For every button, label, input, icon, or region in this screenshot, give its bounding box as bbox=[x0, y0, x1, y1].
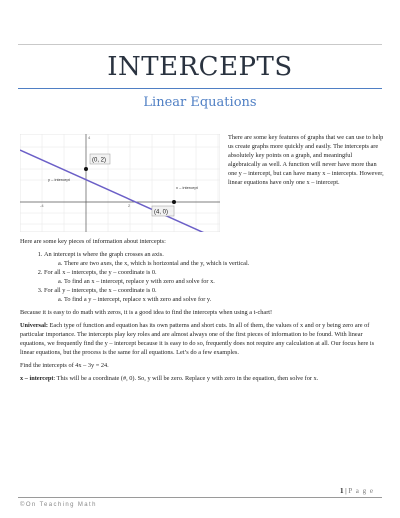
info-intro: Here are some key pieces of information about intercepts: bbox=[20, 238, 166, 245]
tick-x-pos: 2 bbox=[128, 203, 131, 208]
sub-list bbox=[44, 277, 382, 286]
intro-paragraph: There are some key features of graphs that we can use to help us create graphs more quickly and easily. The intercepts are absolutely key points on a graph, and meaningful algebraically as well. A function will never have more than one y – intercept, but can have many x – intercepts. However, linear equations have only one x – intercept. bbox=[228, 134, 384, 186]
x-intercept-heading: x – intercept bbox=[20, 375, 54, 382]
page-subtitle: Linear Equations bbox=[143, 95, 257, 110]
page-number: 1 bbox=[339, 487, 344, 495]
intercepts-graph bbox=[20, 134, 220, 232]
x-intercept-caption: x – intercept bbox=[176, 185, 198, 190]
x-intercept-coords: (4, 0) bbox=[154, 209, 169, 216]
sub-list-item: a. To find an x – intercept, replace y with zero and solve for x. bbox=[64, 277, 382, 286]
tick-y-top: 4 bbox=[88, 135, 91, 140]
list-item bbox=[44, 268, 382, 286]
page-number-footer bbox=[340, 487, 374, 495]
list-item bbox=[44, 250, 382, 268]
list-item-text: An intercept is where the graph crosses an axis. bbox=[44, 251, 164, 258]
footer-divider bbox=[18, 497, 382, 498]
universal-label: Universal: bbox=[20, 322, 48, 329]
y-intercept-caption: y – intercept bbox=[48, 177, 70, 182]
sub-list bbox=[44, 259, 382, 268]
intercept-facts-list bbox=[20, 250, 382, 304]
sub-list-item: a. There are two axes, the x, which is horizontal and the y, which is vertical. bbox=[64, 259, 382, 268]
page-word: P a g e bbox=[348, 487, 374, 495]
page-title: INTERCEPTS bbox=[107, 52, 293, 82]
sub-list-item: a. To find a y – intercept, replace x with zero and solve for y. bbox=[64, 295, 382, 304]
list-item-text: For all y – intercepts, the x – coordinate is 0. bbox=[44, 287, 157, 294]
x-intercept-point bbox=[172, 200, 176, 204]
page-separator: | bbox=[343, 487, 349, 495]
x-intercept-text: : This will be a coordinate (#, 0). So, y will be zero. Replace y with zero in the equation, then solve for x. bbox=[53, 375, 319, 382]
x-intercept-paragraph bbox=[20, 374, 382, 383]
example-prompt: Find the intercepts of 4x – 3y = 24. bbox=[20, 362, 109, 369]
sub-list bbox=[44, 295, 382, 304]
top-divider bbox=[18, 44, 382, 45]
universal-text: Each type of function and equation has its own patterns and short cuts. In all of them, the values of x and or y being zero are of particular importance. The intercepts play key roles and are almost always one of the first pieces of information to be found. With linear equations, we frequently find the y – intercept because it is easy to do so, frequently does not require any calculation at all. Our focus here is linear equations, but the process is the same for all equations. Let’s do a few examples. bbox=[20, 322, 375, 356]
y-intercept-point bbox=[84, 167, 88, 171]
t-chart-paragraph: Because it is easy to do math with zeros, it is a good idea to find the intercepts when using a t-chart! bbox=[20, 309, 273, 316]
graph-frame bbox=[20, 134, 220, 232]
list-item bbox=[44, 286, 382, 304]
title-divider bbox=[18, 88, 382, 89]
body-text bbox=[20, 237, 382, 387]
universal-paragraph bbox=[20, 321, 382, 357]
y-intercept-coords: (0, 2) bbox=[92, 157, 107, 164]
footer-credit: ©On Teaching Math bbox=[20, 502, 97, 508]
list-item-text: For all x – intercepts, the y – coordinate is 0. bbox=[44, 269, 157, 276]
tick-x-neg: -4 bbox=[40, 203, 44, 208]
